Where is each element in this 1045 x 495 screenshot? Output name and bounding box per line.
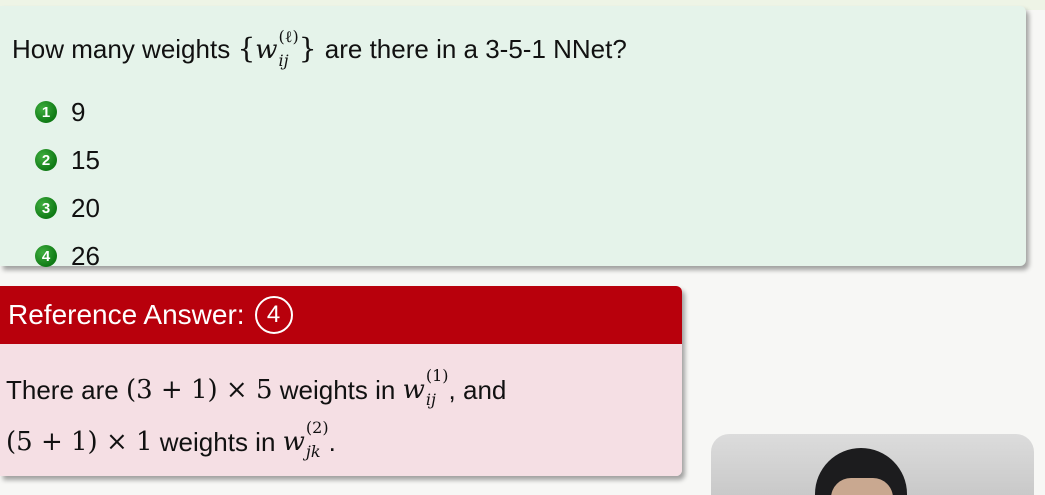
answer-line-2 (6, 416, 682, 468)
question-suffix: are there in a 3-5-1 NNet? (324, 34, 627, 64)
option-2 (35, 136, 100, 184)
line1-suffix: , and (448, 374, 507, 405)
brace-close: } (298, 32, 317, 65)
option-1-badge-icon: 1 (35, 101, 57, 123)
line1-superscript: (1) (425, 366, 449, 385)
line2-indices (305, 418, 329, 461)
weight-indices (278, 27, 299, 70)
answer-number-circle-icon: 4 (255, 296, 293, 334)
brace-open: { (237, 32, 256, 65)
options-list (35, 88, 100, 280)
line1-indices (425, 366, 449, 409)
option-3 (35, 184, 100, 232)
option-1-text: 9 (71, 96, 86, 127)
question-text (12, 27, 627, 70)
line1-expr: (3 + 1) × 5 (125, 375, 273, 405)
ij-subscript: ij (278, 51, 289, 70)
line2-symbol: w (282, 427, 305, 457)
option-4-text: 26 (71, 240, 100, 271)
answer-line-1 (6, 344, 682, 416)
line1-middle: weights in (279, 374, 396, 405)
weight-symbol: w (255, 35, 278, 65)
answer-label: Reference Answer: (8, 299, 245, 330)
presenter-face (831, 478, 893, 495)
answer-header (0, 286, 682, 344)
option-4 (35, 232, 100, 280)
line2-subscript: jk (305, 442, 321, 461)
option-4-badge-icon: 4 (35, 245, 57, 267)
line2-expr: (5 + 1) × 1 (6, 427, 153, 457)
weights-set-math (237, 27, 324, 70)
question-box (0, 6, 1026, 271)
line2-middle: weights in (159, 426, 276, 457)
question-prefix: How many weights (12, 34, 231, 64)
option-2-text: 15 (71, 144, 100, 175)
option-3-badge-icon: 3 (35, 197, 57, 219)
line2-superscript: (2) (305, 418, 329, 437)
line1-subscript: ij (425, 390, 436, 409)
layer-superscript: (ℓ) (278, 27, 299, 46)
option-3-text: 20 (71, 192, 100, 223)
option-1 (35, 88, 100, 136)
option-2-badge-icon: 2 (35, 149, 57, 171)
line1-prefix: There are (6, 374, 119, 405)
answer-body (0, 344, 682, 476)
presenter-video (711, 434, 1034, 495)
reference-answer-box (0, 286, 682, 476)
line1-symbol: w (402, 375, 425, 405)
line2-suffix: . (328, 426, 336, 457)
